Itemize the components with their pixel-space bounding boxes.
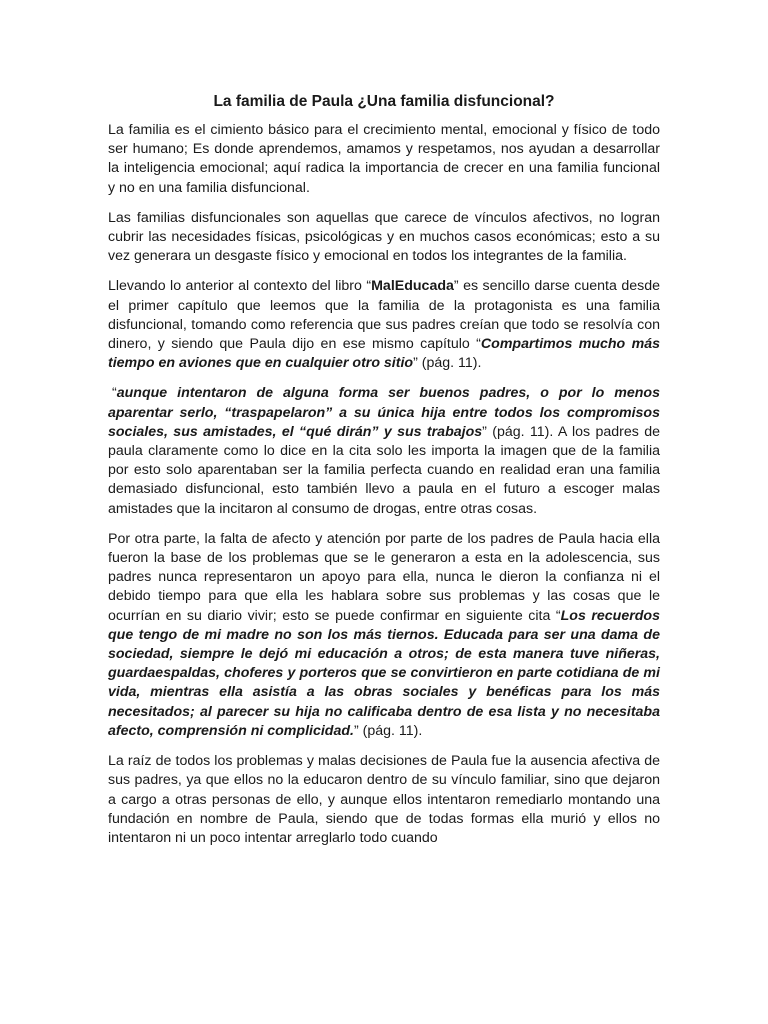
paragraph-6: La raíz de todos los problemas y malas decisiones de Paula fue la ausencia afectiva de sus padres, ya que ellos no la educaron dentro de su vínculo familiar, sino que dejaron a cargo a otras personas de ello, y aunque ellos intentaron remediarlo montando una fundación en nombre de Paula, siendo que de todas formas ella murió y ellos no intentaron ni un poco intentar arreglarlo todo cuando xyxy=(108,753,660,846)
document-page xyxy=(108,92,660,859)
paragraph-2: Las familias disfuncionales son aquellas que carece de vínculos afectivos, no logran cubrir las necesidades físicas, psicológicas y en muchos casos económicas; esto a su vez generara un desgaste físico y emocional en todos los integrantes de la familia. xyxy=(108,209,660,265)
paragraph-5 xyxy=(108,530,660,741)
quote-3: Los recuerdos que tengo de mi madre no son los más tiernos. Educada para ser una dama de sociedad, siempre le dejó mi educación a otros; de esta manera tuve niñeras, guardaespaldas, choferes y porteros que se convirtieron en parte cotidiana de mi vida, mientras ella asistía a las obras sociales y benéficas para los más necesitados; al parecer su hija no calificaba dentro de esa lista y no necesitaba afecto, comprensión ni complicidad. xyxy=(108,607,660,739)
paragraph-4-text-b: ” (pág. 11). A los padres de paula claramente como lo dice en la cita solo les importa la imagen que de la familia por esto solo aparentaban ser la familia perfecta cuando en realidad eran una familia demasiado disfuncional, esto también llevo a paula en el futuro a escoger malas amistades que la incitaron al consumo de drogas, entre otras cosas. xyxy=(108,423,660,517)
paragraph-5-text-b: ” (pág. 11). xyxy=(353,722,423,739)
paragraph-5-text-a: Por otra parte, la falta de afecto y atención por parte de los padres de Paula hacia ella fueron la base de los problemas que se le generaron a esta en la adolescencia, sus padres nunca representaron un apoyo para ella, nunca le dieron la confianza ni el debido tiempo para que ella les hablara sobre sus problemas y las cosas que le ocurrían en su diario vivir; esto se puede confirmar en siguiente cita “ xyxy=(108,530,660,624)
quote-1: Compartimos mucho más tiempo en aviones que en cualquier otro sitio xyxy=(108,336,660,372)
document-title: La familia de Paula ¿Una familia disfuncional? xyxy=(213,93,555,110)
paragraph-3 xyxy=(108,277,660,373)
paragraph-1: La familia es el cimiento básico para el crecimiento mental, emocional y físico de todo ser humano; Es donde aprendemos, amamos y respetamos, nos ayudan a desarrollar la inteligencia emocional; aquí radica la importancia de crecer en una familia funcional y no en una familia disfuncional. xyxy=(108,122,660,196)
paragraph-4-text-a: “ xyxy=(112,385,117,402)
paragraph-3-text-b: ” es sencillo darse cuenta desde el primer capítulo que leemos que la familia de la protagonista es una familia disfuncional, tomando como referencia que sus padres creían que todo se resolvía con dinero, y siendo que Paula dijo en ese mismo capítulo “ xyxy=(108,278,660,353)
paragraph-3-text-a: Llevando lo anterior al contexto del libro “ xyxy=(108,278,372,295)
paragraph-4 xyxy=(108,384,660,518)
book-title: MalEducada xyxy=(371,278,454,295)
quote-2: aunque intentaron de alguna forma ser buenos padres, o por lo menos aparentar serlo, “traspapelaron” a su única hija entre todos los compromisos sociales, sus amistades, el “qué dirán” y sus trabajos xyxy=(108,385,660,440)
paragraph-3-text-c: ” (pág. 11). xyxy=(413,355,482,372)
